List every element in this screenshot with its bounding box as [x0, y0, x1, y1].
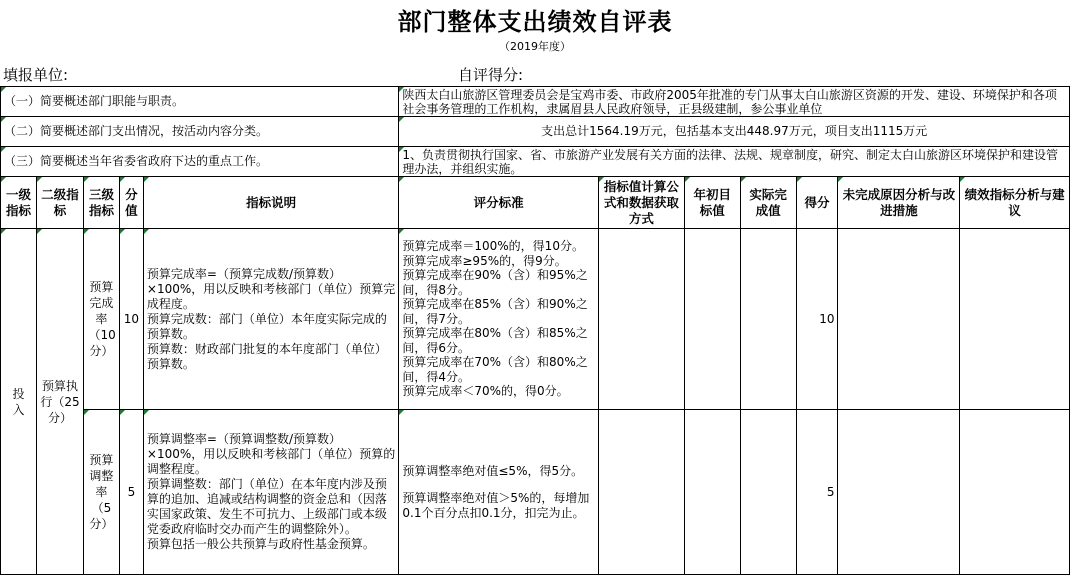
weight-cell-1: 10 [119, 229, 143, 410]
criteria-1-line-3: 预算完成率在90%（含）和95%之间，得8分。 [402, 268, 588, 297]
criteria-2-line-1: 预算调整率绝对值≤5%，得5分。 [402, 463, 584, 478]
header-level3: 三级指标 [83, 177, 119, 229]
level3-cell-1 [83, 229, 119, 410]
reason-cell-2 [838, 410, 960, 575]
desc-2-line-3: 预算包括一般公共预算与政府性基金预算。 [146, 537, 375, 551]
criteria-cell-1 [399, 229, 599, 410]
reporting-unit-label: 填报单位: [3, 66, 69, 84]
desc-2-line-2: 预算调整数：部门（单位）在本年度内涉及预算的追加、追减或结构调整的资金总和（因落实国家政策、发生不可抗力、上级部门或本级党委政府临时交办而产生的调整除外）。 [146, 477, 387, 536]
header-suggest: 绩效指标分析与建议 [960, 177, 1070, 229]
summary-label-3: （三）简要概述当年省委省政府下达的重点工作。 [1, 147, 399, 177]
page-title: 部门整体支出绩效自评表 [397, 8, 673, 36]
criteria-1-line-7: 预算完成率＜70%的，得0分。 [402, 384, 569, 399]
criteria-1-line-6: 预算完成率在70%（含）和80%之间，得4分。 [402, 355, 588, 384]
report-year: （2019年度） [499, 40, 571, 53]
header-weight: 分值 [119, 177, 143, 229]
level1-cell [1, 229, 37, 575]
desc-1-line-3: 预算数：财政部门批复的本年度部门（单位）预算数。 [146, 341, 387, 371]
reason-cell-1 [838, 229, 960, 410]
header-desc: 指标说明 [143, 177, 398, 229]
suggest-cell-2 [960, 410, 1070, 575]
desc-2-line-1: 预算调整率=（预算调整数/预算数）×100%，用以反映和考核部门（单位）预算的调整程度。 [146, 432, 396, 476]
criteria-1-line-5: 预算完成率在80%（含）和85%之间，得6分。 [402, 326, 588, 355]
header-reason: 未完成原因分析与改进措施 [838, 177, 960, 229]
formula-cell-1 [598, 229, 684, 410]
criteria-2-line-2: 预算调整率绝对值＞5%的，每增加0.1个百分点扣0.1分，扣完为止。 [402, 490, 590, 520]
actual-cell-1 [740, 229, 796, 410]
level3-text-2: 预算调整率（5分） [89, 453, 114, 531]
actual-cell-2 [740, 410, 796, 575]
header-initial: 年初目标值 [684, 177, 740, 229]
score-cell-2: 5 [796, 410, 838, 575]
desc-cell-2 [143, 410, 398, 575]
header-formula: 指标值计算公式和数据获取方式 [598, 177, 684, 229]
formula-cell-2 [598, 410, 684, 575]
header-score: 得分 [796, 177, 838, 229]
self-score-label: 自评得分: [458, 66, 524, 84]
score-cell-1: 10 [796, 229, 838, 410]
suggest-cell-1 [960, 229, 1070, 410]
desc-1-line-1: 预算完成率=（预算完成数/预算数）×100%，用以反映和考核部门（单位）预算完成程度。 [146, 266, 396, 311]
weight-cell-2: 5 [119, 410, 143, 575]
level1-text: 投入 [12, 386, 25, 417]
summary-value-3: 1、负责贯彻执行国家、省、市旅游产业发展有关方面的法律、法规、规章制度，研究、制定太白山旅游区环境保护和建设管理办法，并组织实施。 [399, 147, 1070, 177]
summary-label-1: （一）简要概述部门职能与职责。 [1, 87, 399, 117]
initial-cell-2 [684, 410, 740, 575]
level2-text: 预算执行（25分） [40, 378, 80, 425]
level3-cell-2 [83, 410, 119, 575]
level3-text-1: 预算完成率（10分） [88, 280, 116, 358]
initial-cell-1 [684, 229, 740, 410]
desc-cell-1 [143, 229, 398, 410]
summary-value-1: 陕西太白山旅游区管理委员会是宝鸡市委、市政府2005年批准的专门从事太白山旅游区资源的开发、建设、环境保护和各项社会事务管理的工作机构，隶属眉县人民政府领导，正县级建制，参公事业单位 [399, 87, 1070, 117]
header-criteria: 评分标准 [399, 177, 599, 229]
level2-cell [36, 229, 83, 575]
criteria-1-line-2: 预算完成率≥95%的，得9分。 [402, 253, 567, 268]
header-level2: 二级指标 [36, 177, 83, 229]
criteria-cell-2 [399, 410, 599, 575]
summary-label-2: （二）简要概述部门支出情况，按活动内容分类。 [1, 117, 399, 147]
criteria-1-line-1: 预算完成率＝100%的，得10分。 [402, 239, 584, 254]
evaluation-table [0, 86, 1070, 575]
criteria-1-line-4: 预算完成率在85%（含）和90%之间，得7分。 [402, 297, 588, 326]
desc-1-line-2: 预算完成数：部门（单位）本年度实际完成的预算数。 [146, 311, 387, 341]
header-actual: 实际完成值 [740, 177, 796, 229]
header-level1: 一级指标 [1, 177, 37, 229]
summary-value-2: 支出总计1564.19万元，包括基本支出448.97万元，项目支出1115万元 [399, 117, 1070, 147]
